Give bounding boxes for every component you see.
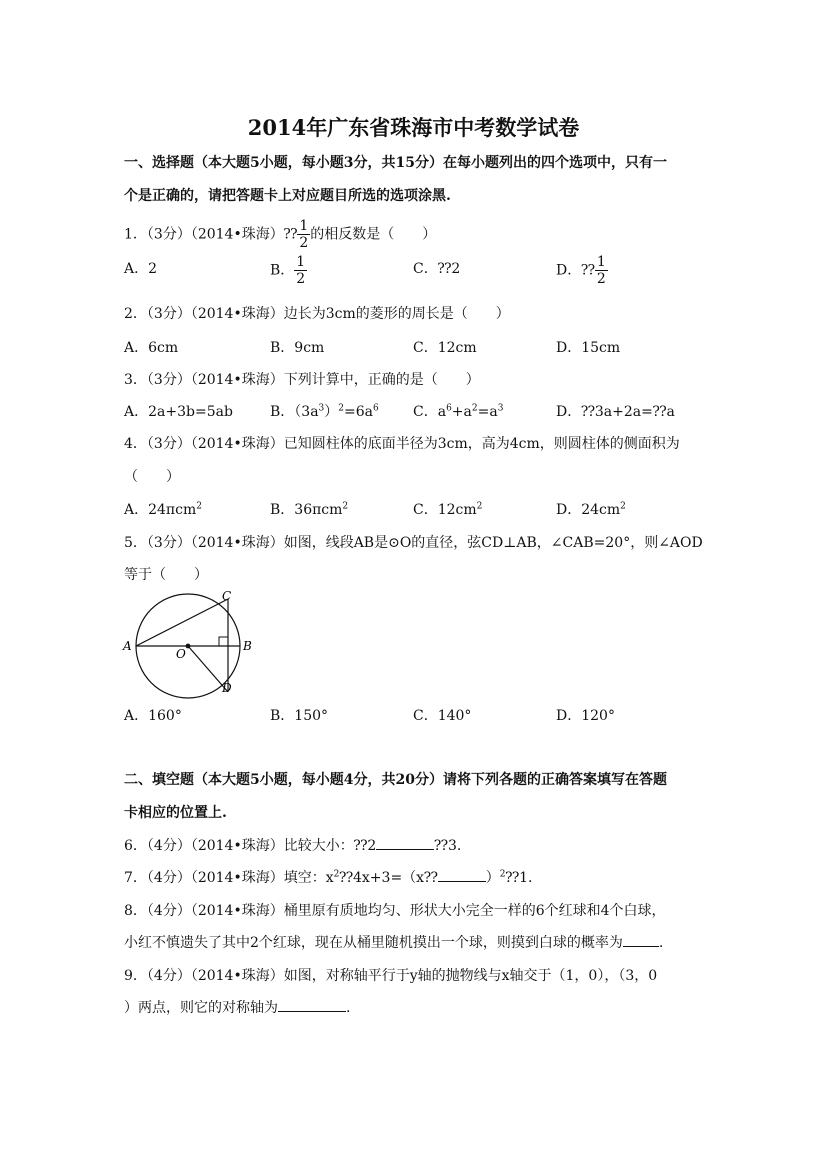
figure-label-b: B	[243, 639, 252, 653]
q1-fraction	[297, 218, 310, 251]
q7-part2: ⁇4x+3=（x⁇	[339, 870, 438, 886]
q3-c-part3: =a	[477, 404, 498, 420]
section1-heading-line2: 个是正确的，请把答题卡上对应题目所选的选项涂黑.	[124, 188, 451, 204]
question-9-line1: 9．（4分）（2014•珠海）如图，对称轴平行于y轴的抛物线与x轴交于（1，0），（3，0	[124, 968, 658, 984]
q3-option-a: A．2a+3b=5ab	[124, 404, 233, 420]
q1-option-a: A．2	[124, 261, 158, 277]
q2-option-b: B．9cm	[270, 340, 325, 356]
q3-b-part3: =6a	[344, 404, 373, 420]
q8-end: .	[658, 935, 664, 951]
question-2: 2．（3分）（2014•珠海）边长为3cm的菱形的周长是（ ）	[124, 306, 510, 322]
q3-c-sup3: 3	[497, 403, 504, 414]
q7-part3: ）	[485, 870, 500, 886]
figure-segment-ac	[136, 599, 228, 646]
section2-heading-line2: 卡相应的位置上.	[124, 805, 227, 821]
q7-answer-blank[interactable]	[438, 867, 486, 882]
q7-sup2: 2	[499, 869, 506, 880]
section1-heading-line1: 一、选择题（本大题5小题，每小题3分，共15分）在每小题列出的四个选项中，只有一	[124, 155, 667, 171]
figure-right-angle-mark	[219, 637, 228, 646]
q3-c-part2: +a	[451, 404, 472, 420]
q5-option-b: B．150°	[270, 708, 329, 724]
q3-c-part1: C．a	[413, 404, 447, 420]
q9-line2-text: ）两点，则它的对称轴为	[124, 1000, 278, 1016]
question-6	[124, 835, 461, 855]
q1-frac-num: 1	[299, 218, 309, 234]
q3-c-sup2: 2	[471, 403, 478, 414]
q4-c-sup: 2	[476, 501, 483, 512]
q8-line2-text: 小红不慎遗失了其中2个红球，现在从桶里随机摸出一个球，则摸到白球的概率为	[124, 935, 623, 951]
q2-option-a: A．6cm	[124, 340, 179, 356]
question-3: 3．（3分）（2014•珠海）下列计算中，正确的是（ ）	[124, 372, 480, 388]
q3-c-sup1: 6	[446, 403, 452, 414]
q4-d-text: D．24cm	[556, 502, 621, 518]
q8-answer-blank[interactable]	[623, 932, 659, 947]
page-title: 2014年广东省珠海市中考数学试卷	[247, 115, 580, 140]
figure-label-o: O	[176, 647, 186, 661]
q1-d-den: 2	[596, 271, 606, 287]
q7-sup1: 2	[333, 869, 340, 880]
q5-option-d: D．120°	[556, 708, 615, 724]
figure-center-dot	[186, 644, 191, 649]
q1-option-d-label: D．⁇	[556, 262, 595, 279]
q6-suffix: ⁇3.	[434, 838, 462, 854]
q1-option-c: C．⁇2	[413, 261, 461, 277]
q7-part1: 7．（4分）（2014•珠海）填空：x	[124, 870, 334, 886]
q4-b-sup: 2	[342, 501, 349, 512]
q1-neg: ⁇	[283, 226, 298, 243]
q1-option-b-fraction	[294, 254, 307, 287]
question-4-line2: （ ）	[124, 469, 180, 485]
q1-b-num: 1	[296, 254, 306, 270]
question-5-line1: 5．（3分）（2014•珠海）如图，线段AB是⊙O的直径，弦CD⊥AB，∠CAB=20°，则∠AOD	[124, 535, 703, 551]
q5-option-c: C．140°	[413, 708, 472, 724]
q1-prefix: 1．（3分）（2014•珠海）	[124, 226, 284, 243]
q6-answer-blank[interactable]	[376, 835, 434, 850]
q4-option-b	[270, 499, 348, 519]
q6-prefix: 6．（4分）（2014•珠海）比较大小：⁇2	[124, 838, 377, 854]
question-8-line1: 8．（4分）（2014•珠海）桶里原有质地均匀、形状大小完全一样的6个红球和4个白球，	[124, 903, 666, 919]
q4-c-text: C．12cm	[413, 502, 477, 518]
section2-heading-line1: 二、填空题（本大题5小题，每小题4分，共20分）请将下列各题的正确答案填写在答题	[124, 772, 667, 788]
q2-option-c: C．12cm	[413, 340, 477, 356]
q3-b-part1: B．（3a	[270, 404, 319, 420]
q3-option-d: D．⁇3a+2a=⁇a	[556, 404, 675, 420]
q3-b-sup1: 3	[318, 403, 325, 414]
question-4-line1: 4．（3分）（2014•珠海）已知圆柱体的底面半径为3cm，高为4cm，则圆柱体的侧面积为	[124, 436, 680, 452]
q3-b-sup2: 2	[338, 403, 345, 414]
q3-b-sup3: 6	[373, 403, 379, 414]
figure-label-a: A	[123, 639, 132, 653]
q1-option-d-fraction	[595, 254, 608, 287]
question-9-line2	[124, 997, 350, 1017]
q3-option-c	[413, 401, 503, 421]
q1-option-b	[270, 254, 307, 287]
q1-b-den: 2	[296, 271, 306, 287]
q3-b-part2: ）	[324, 404, 339, 420]
q4-d-sup: 2	[620, 501, 626, 512]
q7-part4: ⁇1.	[505, 870, 533, 886]
q4-a-text: A．24πcm	[124, 502, 197, 518]
q1-d-num: 1	[596, 254, 606, 270]
q1-suffix: 的相反数是（ ）	[310, 226, 437, 243]
q5-option-a: A．160°	[124, 708, 182, 724]
q1-option-b-label: B．	[270, 262, 295, 279]
q1-option-d	[556, 254, 608, 287]
question-5-line2: 等于（ ）	[124, 567, 208, 583]
question-1	[124, 218, 436, 251]
q4-option-c	[413, 499, 482, 519]
q9-end: .	[346, 1000, 351, 1016]
figure-label-d: D	[222, 681, 232, 695]
q4-a-sup: 2	[196, 501, 202, 512]
question-8-line2	[124, 932, 663, 952]
q4-b-text: B．36πcm	[270, 502, 343, 518]
question-7	[124, 867, 532, 887]
q9-answer-blank[interactable]	[278, 997, 346, 1012]
q3-option-b	[270, 401, 379, 421]
q2-option-d: D．15cm	[556, 340, 621, 356]
figure-label-c: C	[222, 589, 232, 603]
q4-option-d	[556, 499, 626, 519]
q1-frac-den: 2	[299, 235, 309, 251]
q5-circle-figure	[118, 588, 268, 700]
q4-option-a	[124, 499, 202, 519]
